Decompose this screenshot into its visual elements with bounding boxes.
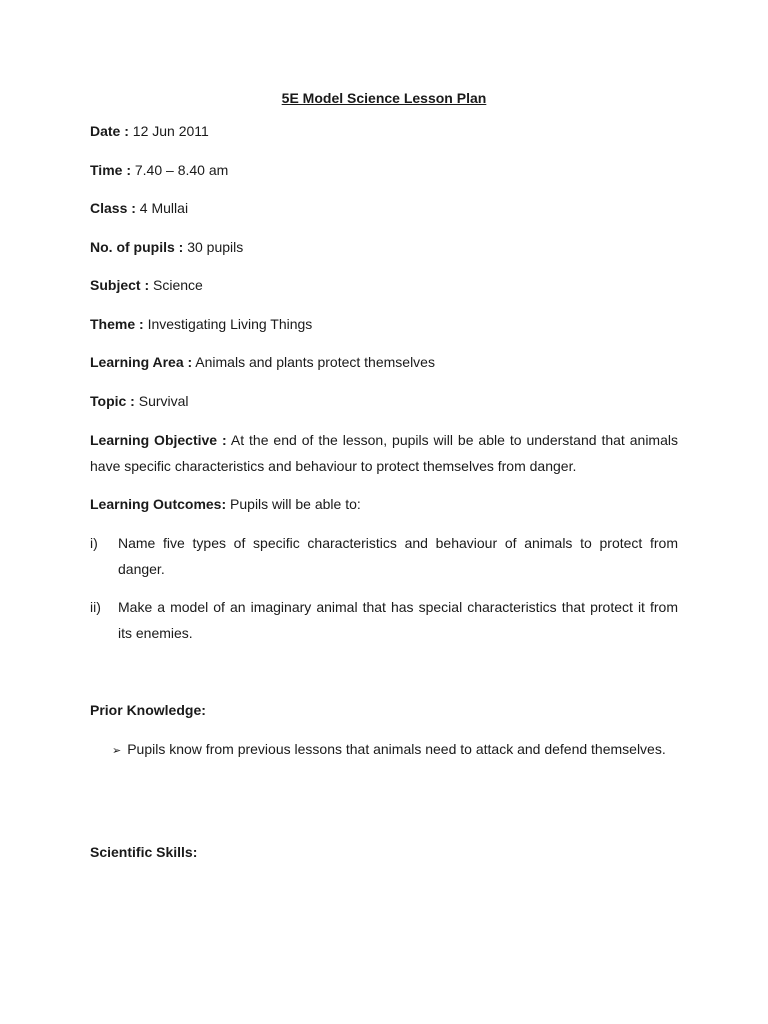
- field-time: [90, 157, 678, 183]
- learning-objective: [90, 427, 678, 479]
- field-no-of-pupils: [90, 234, 678, 260]
- field-value: Science: [149, 277, 203, 293]
- field-label: Time :: [90, 162, 131, 178]
- learning-outcomes-label: Learning Outcomes:: [90, 496, 227, 512]
- field-value: 12 Jun 2011: [128, 123, 209, 139]
- field-value: 7.40 – 8.40 am: [130, 162, 229, 178]
- learning-outcomes-intro: Pupils will be able to:: [226, 496, 361, 512]
- field-subject: [90, 272, 678, 298]
- field-value: Survival: [134, 393, 189, 409]
- field-label: Theme :: [90, 316, 144, 332]
- field-value: Animals and plants protect themselves: [192, 354, 435, 370]
- list-item: [90, 594, 678, 646]
- field-label: Date :: [90, 123, 129, 139]
- learning-objective-text: At the end of the lesson, pupils will be able to understand that animals have specific characteristics and behaviour to protect themselves from danger.: [90, 432, 678, 474]
- field-value: 4 Mullai: [135, 200, 189, 216]
- learning-outcomes: [90, 491, 678, 517]
- field-label: No. of pupils :: [90, 239, 184, 255]
- list-item-text: Name five types of specific characteristics and behaviour of animals to protect from danger.: [118, 535, 678, 577]
- field-topic: [90, 388, 678, 414]
- list-item-number: ii): [90, 599, 101, 615]
- list-item-text: Make a model of an imaginary animal that has special characteristics that protect it from its enemies.: [118, 599, 678, 641]
- field-label: Topic :: [90, 393, 135, 409]
- field-class: [90, 195, 678, 221]
- field-value: 30 pupils: [183, 239, 244, 255]
- field-date: [90, 118, 678, 144]
- learning-objective-label: Learning Objective :: [90, 432, 227, 448]
- field-label: Learning Area :: [90, 354, 193, 370]
- prior-knowledge-heading: Prior Knowledge:: [90, 702, 206, 718]
- field-label: Class :: [90, 200, 136, 216]
- list-item: [90, 530, 678, 582]
- field-learning-area: [90, 349, 678, 375]
- document-title: 5E Model Science Lesson Plan: [281, 90, 487, 106]
- bullet-item-text: Pupils know from previous lessons that animals need to attack and defend themselves.: [127, 741, 666, 757]
- arrow-bullet-icon: ➢: [112, 745, 122, 757]
- field-value: Investigating Living Things: [143, 316, 313, 332]
- scientific-skills-heading: Scientific Skills:: [90, 844, 198, 860]
- field-label: Subject :: [90, 277, 150, 293]
- bullet-item: [112, 736, 678, 764]
- field-theme: [90, 311, 678, 337]
- list-item-number: i): [90, 535, 98, 551]
